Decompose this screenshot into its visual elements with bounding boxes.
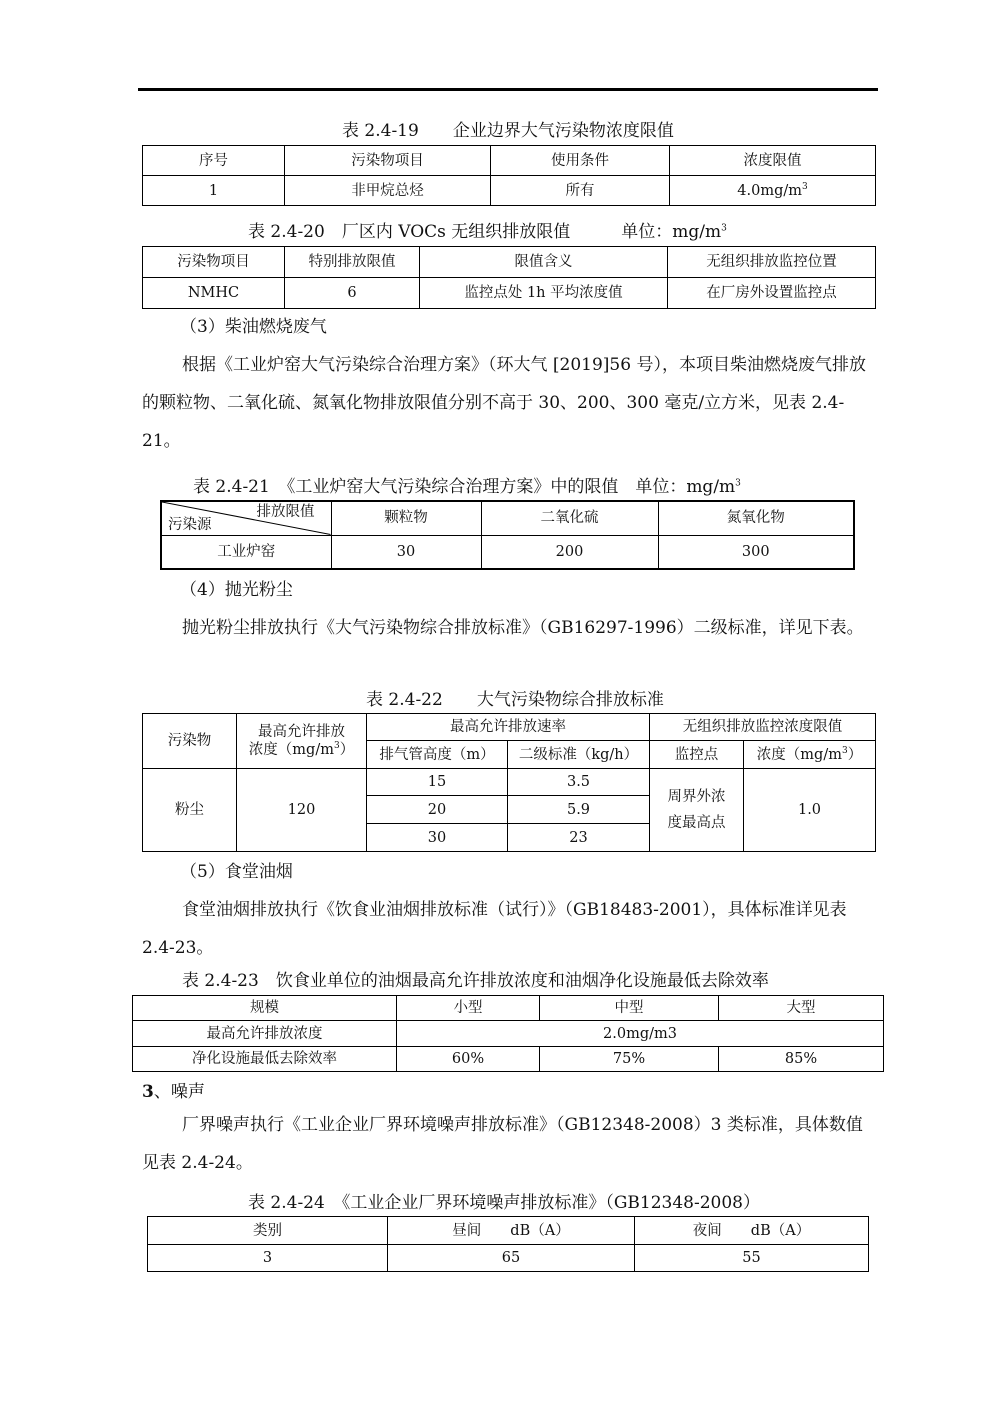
section-heading-cafeteria: （5）食堂油烟	[180, 862, 293, 882]
table-cell: 15	[367, 769, 508, 796]
paragraph-noise	[142, 1106, 876, 1182]
table-2-4-21-caption	[193, 476, 741, 498]
table-cell	[650, 769, 744, 852]
table-cell: 非甲烷总烃	[285, 176, 491, 206]
table-header-cell: 中型	[540, 996, 719, 1021]
table-cell: 55	[635, 1245, 869, 1272]
header-text: 浓度（mg/m	[756, 746, 842, 763]
table-header-cell: 夜间 dB（A）	[635, 1217, 869, 1245]
table-cell: 23	[508, 824, 650, 852]
table-cell	[670, 176, 876, 206]
heading-number: 3	[142, 1082, 154, 1102]
table-cell: 30	[367, 824, 508, 852]
table-header-cell: 小型	[397, 996, 540, 1021]
caption-text: 表 2.4-20 厂区内 VOCs 无组织排放限值 单位：mg/m	[248, 222, 722, 242]
header-line: 最高允许排放	[258, 724, 345, 740]
table-cell: 300	[658, 535, 854, 569]
table-header-cell: 颗粒物	[331, 501, 481, 535]
table-2-4-20-caption	[248, 221, 727, 243]
table-cell: 3	[148, 1245, 388, 1272]
diag-top-label: 排放限值	[256, 504, 315, 520]
table-cell: 最高允许排放浓度	[133, 1021, 397, 1047]
table-2-4-24-caption: 表 2.4-24 《工业企业厂界环境噪声排放标准》（GB12348-2008）	[248, 1193, 760, 1213]
cell-line: 度最高点	[667, 815, 726, 831]
table-cell: 所有	[491, 176, 670, 206]
header-line	[237, 741, 366, 759]
table-header-cell: 类别	[148, 1217, 388, 1245]
paragraph-polishing	[142, 609, 876, 647]
diag-bottom-label: 污染源	[168, 516, 212, 533]
table-header-cell: 氮氧化物	[658, 501, 854, 535]
table-cell: 1	[143, 176, 285, 206]
table-2-4-21	[160, 500, 855, 570]
table-cell: 60%	[397, 1047, 540, 1072]
table-2-4-22	[142, 713, 876, 852]
table-header-cell: 最高允许排放速率	[367, 714, 650, 741]
cell-line: 周界外浓	[667, 789, 726, 805]
table-header-cell: 限值含义	[420, 247, 668, 278]
table-header-cell: 无组织排放监控浓度限值	[650, 714, 876, 741]
section-heading-diesel: （3）柴油燃烧废气	[180, 317, 327, 337]
table-header-cell: 二氧化硫	[481, 501, 658, 535]
heading-text: 、噪声	[153, 1082, 205, 1102]
table-cell: 65	[388, 1245, 635, 1272]
table-header-cell: 昼间 dB（A）	[388, 1217, 635, 1245]
superscript: 3	[802, 181, 808, 192]
cell-value: 4.0mg/m	[737, 182, 802, 199]
table-cell: 6	[285, 278, 420, 309]
table-header-cell	[744, 741, 876, 769]
table-header-cell	[237, 714, 367, 769]
table-cell: 1.0	[744, 769, 876, 852]
table-cell: 2.0mg/m3	[397, 1021, 884, 1047]
table-header-cell: 污染物项目	[143, 247, 285, 278]
table-header-cell: 规模	[133, 996, 397, 1021]
paragraph-text: 厂界噪声执行《工业企业厂界环境噪声排放标准》（GB12348-2008）3 类标准，具体数值见表 2.4-24。	[142, 1115, 863, 1173]
superscript: 3	[333, 741, 340, 752]
header-text: ）	[339, 742, 355, 758]
caption-text: 表 2.4-21 《工业炉窑大气污染综合治理方案》中的限值 单位：mg/m	[193, 477, 736, 497]
table-header-cell: 排气管高度（m）	[367, 741, 508, 769]
table-header-cell: 浓度限值	[670, 146, 876, 176]
table-header-cell: 使用条件	[491, 146, 670, 176]
table-header-cell: 监控点	[650, 741, 744, 769]
table-cell: 5.9	[508, 796, 650, 824]
superscript: 3	[735, 478, 741, 489]
table-cell: 3.5	[508, 769, 650, 796]
paragraph-text: 根据《工业炉窑大气污染综合治理方案》（环大气 [2019]56 号），本项目柴油燃烧废气排放的颗粒物、二氧化硫、氮氧化物排放限值分别不高于 30、200、300 毫克/立方米，见表 2.4-21。	[142, 355, 866, 451]
table-2-4-20	[142, 246, 876, 309]
table-2-4-23	[132, 995, 884, 1072]
table-2-4-19	[142, 145, 876, 206]
table-2-4-23-caption: 表 2.4-23 饮食业单位的油烟最高允许排放浓度和油烟净化设施最低去除效率	[182, 971, 769, 991]
table-cell: 监控点处 1h 平均浓度值	[420, 278, 668, 309]
table-header-cell: 污染物项目	[285, 146, 491, 176]
table-2-4-19-caption: 表 2.4-19 企业边界大气污染物浓度限值	[342, 121, 674, 141]
table-header-cell: 特别排放限值	[285, 247, 420, 278]
table-header-cell: 序号	[143, 146, 285, 176]
table-cell: 在厂房外设置监控点	[668, 278, 876, 309]
header-text: 浓度（mg/m	[248, 742, 334, 758]
table-header-cell: 二级标准（kg/h）	[508, 741, 650, 769]
table-cell: 30	[331, 535, 481, 569]
table-cell: 净化设施最低去除效率	[133, 1047, 397, 1072]
table-cell: 20	[367, 796, 508, 824]
table-cell: 粉尘	[143, 769, 237, 852]
diagonal-header-cell	[161, 501, 331, 535]
superscript: 3	[721, 223, 727, 234]
paragraph-diesel	[142, 346, 876, 460]
table-2-4-24	[147, 1216, 869, 1272]
paragraph-text: 抛光粉尘排放执行《大气污染物综合排放标准》（GB16297-1996）二级标准，详见下表。	[182, 618, 864, 638]
table-cell: 75%	[540, 1047, 719, 1072]
paragraph-cafeteria	[142, 891, 876, 967]
header-text: ）	[847, 746, 863, 763]
header-rule	[138, 88, 878, 91]
table-header-cell: 大型	[719, 996, 884, 1021]
superscript: 3	[841, 745, 848, 756]
table-cell: NMHC	[143, 278, 285, 309]
table-cell: 200	[481, 535, 658, 569]
table-header-cell: 污染物	[143, 714, 237, 769]
section-heading-noise	[142, 1081, 205, 1103]
table-cell: 120	[237, 769, 367, 852]
table-header-cell: 无组织排放监控位置	[668, 247, 876, 278]
section-heading-polishing: （4）抛光粉尘	[180, 580, 293, 600]
table-cell: 85%	[719, 1047, 884, 1072]
table-cell: 工业炉窑	[161, 535, 331, 569]
table-2-4-22-caption: 表 2.4-22 大气污染物综合排放标准	[366, 690, 664, 710]
paragraph-text: 食堂油烟排放执行《饮食业油烟排放标准（试行）》（GB18483-2001），具体标准详见表 2.4-23。	[142, 900, 847, 958]
